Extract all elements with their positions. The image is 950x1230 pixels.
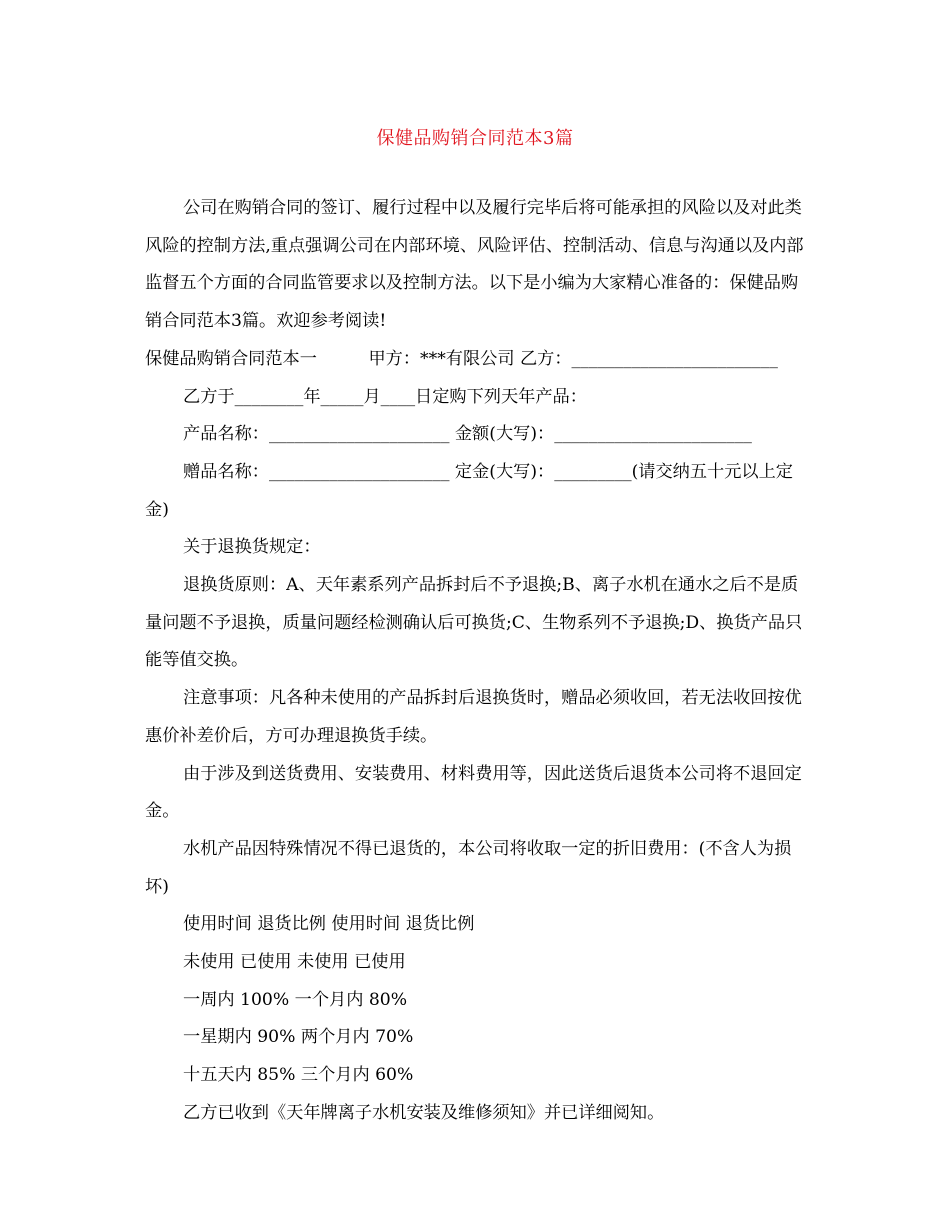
document-body [145,190,815,1133]
return-principles-paragraph: 退换货原则：A、天年素系列产品拆封后不予退换;B、离子水机在通水之后不是质量问题不予退换，质量问题经检测确认后可换货;C、生物系列不予退换;D、换货产品只能等值交换。 [145,575,803,671]
intro-paragraph: 公司在购销合同的签订、履行过程中以及履行完毕后将可能承担的风险以及对此类风险的控制方法,重点强调公司在内部环境、风险评估、控制活动、信息与沟通以及内部监督五个方面的合同监管要求以及控制方法。以下是小编为大家精心准备的：保健品购销合同范本3篇。欢迎参考阅读! [145,198,804,332]
product-name-line: 产品名称：_____________________ 金额(大写)：_______________________ [183,424,752,445]
return-rules-heading: 关于退换货规定： [183,537,321,558]
document-title: 保健品购销合同范本3篇 [376,128,574,149]
table-subheader-line: 未使用 已使用 未使用 已使用 [183,952,406,973]
table-row: 十五天内 85% 三个月内 60% [183,1065,414,1086]
acknowledgement-line: 乙方已收到《天年牌离子水机安装及维修须知》并已详细阅知。 [183,1102,665,1123]
table-header-line: 使用时间 退货比例 使用时间 退货比例 [183,914,475,935]
deposit-paragraph: 由于涉及到送货费用、安装费用、材料费用等，因此送货后退货本公司将不退回定金。 [145,763,802,822]
gift-name-line: 赠品名称：_____________________ 定金(大写)：_________(请交纳五十元以上定金) [145,461,793,520]
contract-heading-line: 保健品购销合同范本一 甲方：***有限公司 乙方：________________________ [145,348,778,369]
depreciation-paragraph: 水机产品因特殊情况不得已退货的，本公司将收取一定的折旧费用：(不含人为损坏) [145,838,792,897]
notes-paragraph: 注意事项：凡各种未使用的产品拆封后退换货时，赠品必须收回，若无法收回按优惠价补差价后，方可办理退换货手续。 [145,688,802,746]
order-date-line: 乙方于________年_____月____日定购下列天年产品： [183,386,587,407]
table-row: 一星期内 90% 两个月内 70% [183,1027,414,1048]
table-row: 一周内 100% 一个月内 80% [183,989,408,1010]
